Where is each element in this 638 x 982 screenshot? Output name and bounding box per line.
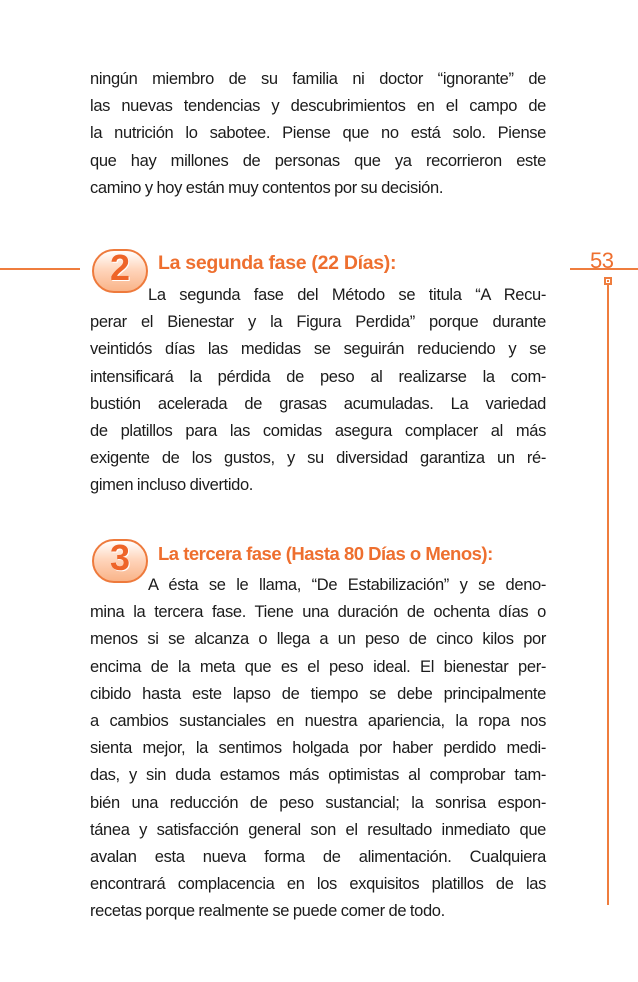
phase-3-number: 3 — [109, 537, 131, 578]
text-line: de platillos para las comidas asegura complacer al más — [90, 421, 546, 440]
text-line: veintidós días las medidas se seguirán reduciendo y se — [90, 340, 546, 359]
left-horizontal-rule — [0, 268, 80, 270]
text-line: camino y hoy están muy contentos por su decisión. — [90, 178, 444, 197]
text-line: encontrará complacencia en los exquisitos platillos de las — [90, 875, 546, 894]
text-line: cibido hasta este lapso de tiempo se debe principalmente — [90, 684, 546, 703]
page-number: 53 — [590, 248, 614, 273]
page-marker-icon — [604, 277, 612, 285]
text-line: la nutrición lo sabotee. Piense que no está solo. Piense — [90, 124, 546, 143]
text-line: A ésta se le llama, “De Estabilización” y se deno- — [148, 576, 546, 594]
text-line: recetas porque realmente se puede comer de todo. — [90, 902, 445, 921]
text-line: gimen incluso divertido. — [90, 476, 254, 495]
phase-2-heading: La segunda fase (22 Días): — [158, 252, 397, 274]
text-line: a cambios sustanciales en nuestra apariencia, la ropa nos — [90, 711, 546, 730]
text-line: encima de la meta que es el peso ideal. El bienestar per- — [90, 657, 546, 676]
intro-paragraph — [90, 66, 546, 202]
text-line: sienta mejor, la sentimos holgada por haber perdido medi- — [90, 739, 546, 758]
phase-3-paragraph — [90, 572, 546, 925]
text-line: las nuevas tendencias y descubrimientos en el campo de — [90, 97, 546, 116]
text-line: bién una reducción de peso sustancial; la sonrisa espon- — [90, 793, 546, 812]
text-line: perar el Bienestar y la Figura Perdida” porque durante — [90, 313, 546, 332]
phase-3-heading: La tercera fase (Hasta 80 Días o Menos): — [158, 543, 493, 564]
text-line: La segunda fase del Método se titula “A Recu- — [148, 286, 546, 304]
text-line: mina la tercera fase. Tiene una duración de ochenta días o — [90, 603, 546, 622]
text-line: das, y sin duda estamos más optimistas al comprobar tam- — [90, 766, 546, 785]
text-line: exigente de los gustos, y su diversidad garantiza un ré- — [90, 449, 546, 468]
phase-2-paragraph — [90, 282, 546, 500]
text-line: avalan esta nueva forma de alimentación. Cualquiera — [90, 847, 546, 866]
text-line: tánea y satisfacción general son el resultado inmediato que — [90, 820, 546, 839]
text-line: bustión acelerada de grasas acumuladas. La variedad — [90, 394, 546, 413]
text-line: intensificará la pérdida de peso al realizarse la com- — [90, 367, 546, 386]
text-line: ningún miembro de su familia ni doctor “ignorante” de — [90, 70, 546, 88]
right-vertical-rule — [607, 285, 609, 905]
text-line: que hay millones de personas que ya recorrieron este — [90, 151, 546, 170]
text-line: menos si se alcanza o llega a un peso de cinco kilos por — [90, 630, 546, 649]
phase-2-number: 2 — [109, 247, 131, 288]
